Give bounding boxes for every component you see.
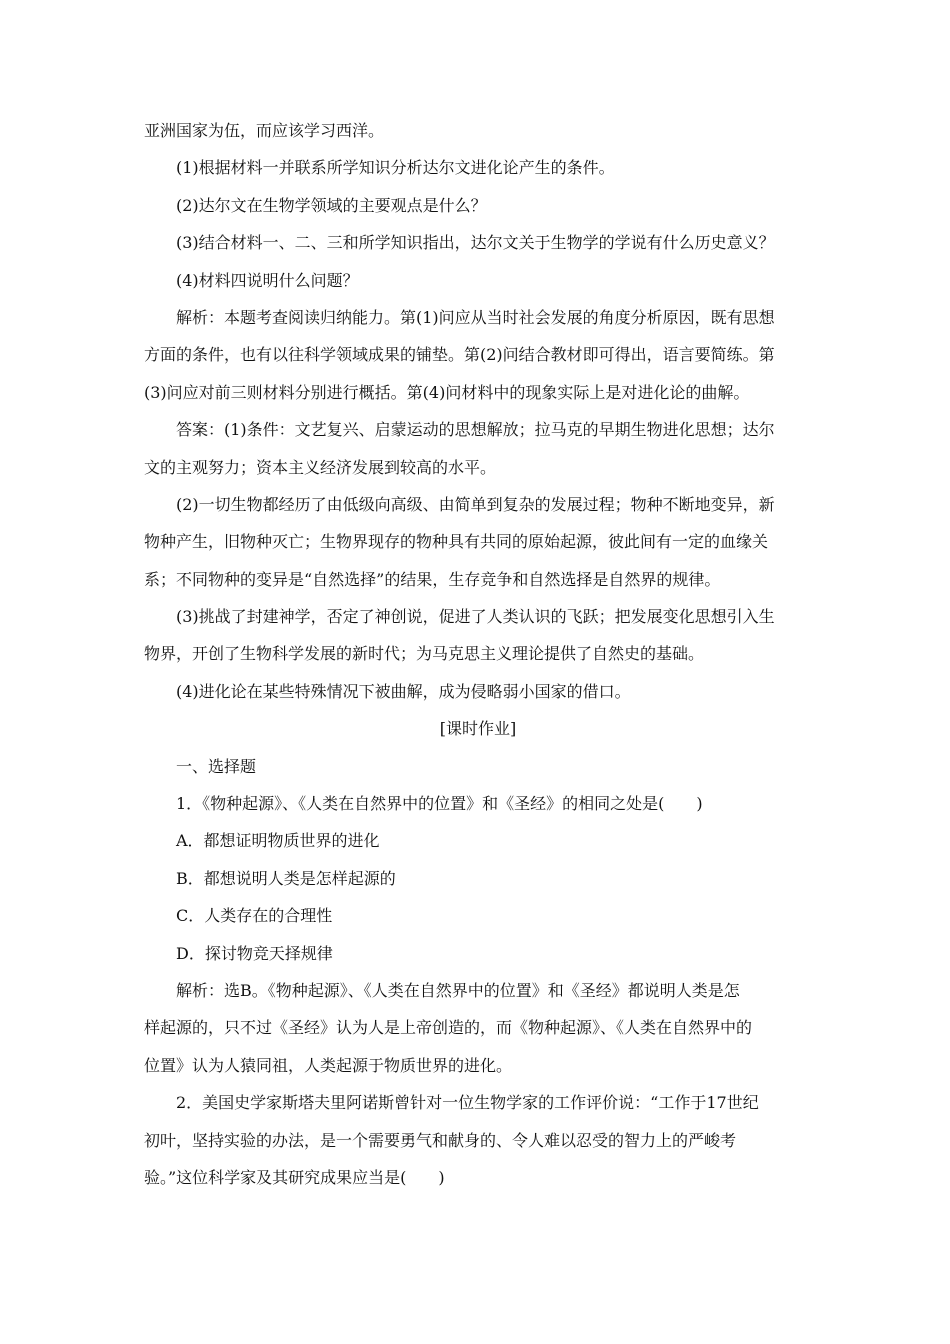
option-a: A．都想证明物质世界的进化 bbox=[176, 831, 380, 851]
question-1: (1)根据材料一并联系所学知识分析达尔文进化论产生的条件。 bbox=[176, 158, 615, 178]
analysis-line: 解析：本题考查阅读归纳能力。第(1)问应从当时社会发展的角度分析原因，既有思想 bbox=[176, 307, 775, 327]
analysis-line: 解析：选B。《物种起源》、《人类在自然界中的位置》和《圣经》都说明人类是怎 bbox=[176, 980, 740, 1000]
answer-line: 物界，开创了生物科学发展的新时代；为马克思主义理论提供了自然史的基础。 bbox=[144, 644, 705, 664]
analysis-line: 方面的条件，也有以往科学领域成果的铺垫。第(2)问结合教材即可得出，语言要简练。第 bbox=[144, 345, 775, 365]
option-c: C．人类存在的合理性 bbox=[176, 906, 333, 926]
question-4: (4)材料四说明什么问题？ bbox=[176, 270, 359, 290]
mc-question-1: 1．《物种起源》、《人类在自然界中的位置》和《圣经》的相同之处是( ) bbox=[176, 794, 703, 814]
answer-line: (4)进化论在某些特殊情况下被曲解，成为侵略弱小国家的借口。 bbox=[176, 681, 631, 701]
analysis-line: 位置》认为人猿同祖，人类起源于物质世界的进化。 bbox=[144, 1055, 513, 1075]
mc-question-2-cont: 初叶，坚持实验的办法，是一个需要勇气和献身的、令人难以忍受的智力上的严峻考 bbox=[144, 1130, 737, 1150]
text-line: 亚洲国家为伍，而应该学习西洋。 bbox=[144, 121, 385, 140]
answer-line: 系；不同物种的变异是“自然选择”的结果，生存竞争和自然选择是自然界的规律。 bbox=[144, 569, 721, 589]
section-heading: 一、选择题 bbox=[176, 756, 257, 776]
mc-question-2: 2．美国史学家斯塔夫里阿诺斯曾针对一位生物学家的工作评价说：“工作于17世纪 bbox=[176, 1093, 759, 1113]
option-d: D．探讨物竞天择规律 bbox=[176, 943, 333, 963]
section-title: [课时作业] bbox=[439, 719, 517, 739]
analysis-line: (3)问应对前三则材料分别进行概括。第(4)问材料中的现象实际上是对进化论的曲解。 bbox=[144, 382, 750, 402]
option-b: B．都想说明人类是怎样起源的 bbox=[176, 868, 396, 888]
answer-line: (2)一切生物都经历了由低级向高级、由简单到复杂的发展过程；物种不断地变异，新 bbox=[176, 494, 775, 514]
answer-line: 物种产生，旧物种灭亡；生物界现存的物种具有共同的原始起源，彼此间有一定的血缘关 bbox=[144, 532, 769, 552]
question-3: (3)结合材料一、二、三和所学知识指出，达尔文关于生物学的学说有什么历史意义？ bbox=[176, 233, 775, 253]
answer-line: (3)挑战了封建神学，否定了神创说，促进了人类认识的飞跃；把发展变化思想引入生 bbox=[176, 607, 775, 627]
answer-line: 答案：(1)条件：文艺复兴、启蒙运动的思想解放；拉马克的早期生物进化思想；达尔 bbox=[176, 420, 775, 440]
document-page bbox=[144, 112, 812, 1196]
question-2: (2)达尔文在生物学领域的主要观点是什么？ bbox=[176, 195, 487, 215]
analysis-line: 样起源的，只不过《圣经》认为人是上帝创造的，而《物种起源》、《人类在自然界中的 bbox=[144, 1018, 753, 1038]
mc-question-2-cont: 验。”这位科学家及其研究成果应当是( ) bbox=[144, 1167, 445, 1187]
answer-line: 文的主观努力；资本主义经济发展到较高的水平。 bbox=[144, 457, 497, 477]
